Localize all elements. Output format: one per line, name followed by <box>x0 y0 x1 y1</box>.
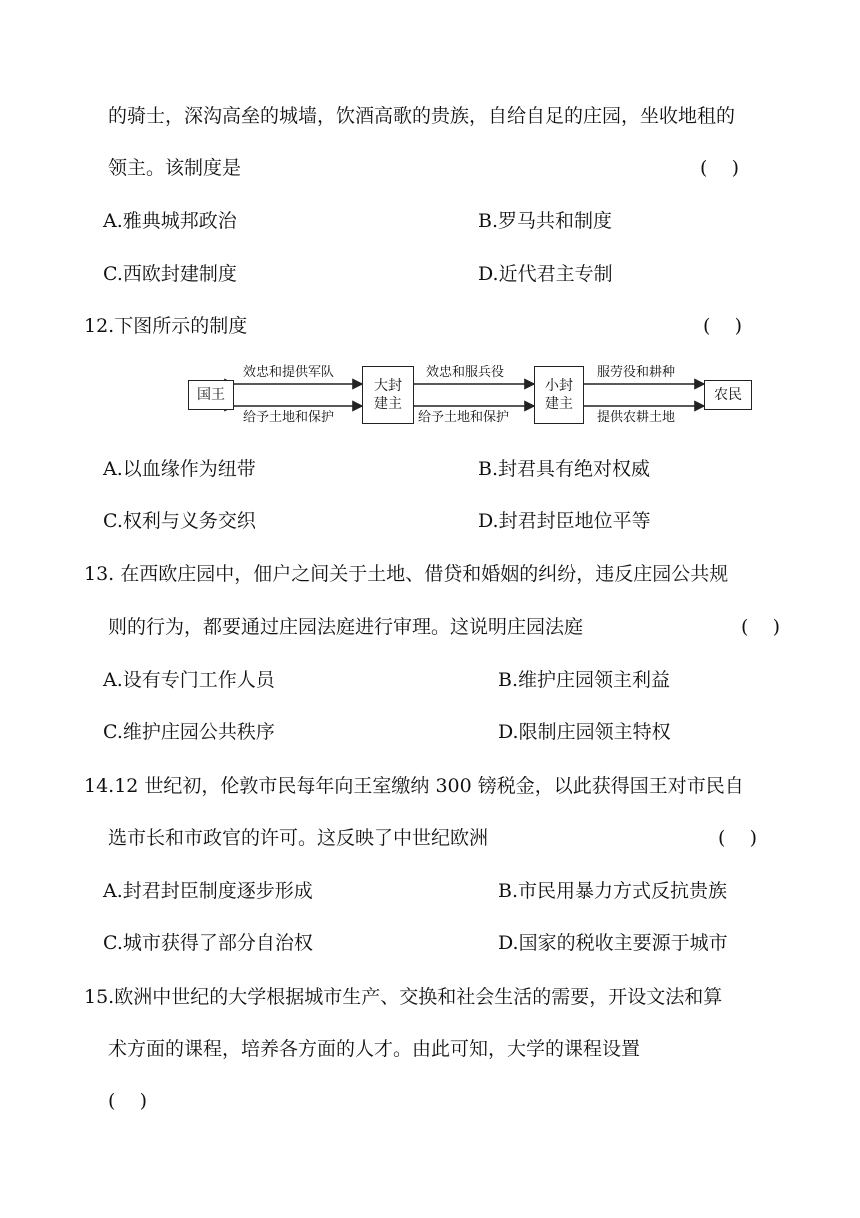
q15-stem-line2: 术方面的课程，培养各方面的人才。由此可知，大学的课程设置 <box>108 1038 641 1060</box>
q12-option-b[interactable]: B.封君具有绝对权威 <box>478 458 651 480</box>
q11-answer-paren[interactable]: ( ) <box>700 157 739 179</box>
label-king-greatlord-bottom: 给予土地和保护 <box>243 410 335 425</box>
q14-option-d[interactable]: D.国家的税收主要源于城市 <box>498 932 728 954</box>
q11-stem-line1: 的骑士，深沟高垒的城墙，饮酒高歌的贵族，自给自足的庄园，坐收地租的 <box>108 105 736 127</box>
q12-option-c[interactable]: C.权利与义务交织 <box>103 510 256 532</box>
q14-option-c[interactable]: C.城市获得了部分自治权 <box>103 932 313 954</box>
label-smalllord-peasant-bottom: 提供农耕土地 <box>597 410 676 425</box>
q13-option-a[interactable]: A.设有专门工作人员 <box>103 669 275 691</box>
q13-stem-line2: 则的行为，都要通过庄园法庭进行审理。这说明庄园法庭 <box>108 616 584 638</box>
q11-option-c[interactable]: C.西欧封建制度 <box>103 263 237 285</box>
q14-stem-line1: 14.12 世纪初，伦敦市民每年向王室缴纳 300 镑税金，以此获得国王对市民自 <box>84 775 744 797</box>
q13-stem-line1: 13. 在西欧庄园中，佃户之间关于土地、借贷和婚姻的纠纷，违反庄园公共规 <box>84 563 729 585</box>
q13-option-c[interactable]: C.维护庄园公共秩序 <box>103 721 275 743</box>
peasant-box: 农民 <box>704 380 752 410</box>
label-king-greatlord-top: 效忠和提供军队 <box>243 365 335 380</box>
q11-option-b[interactable]: B.罗马共和制度 <box>478 210 613 232</box>
small-lord-line2: 建主 <box>545 396 573 412</box>
q15-stem-line1: 15.欧洲中世纪的大学根据城市生产、交换和社会生活的需要，开设文法和算 <box>84 986 723 1008</box>
q11-stem-line2: 领主。该制度是 <box>108 157 242 179</box>
great-lord-box <box>362 366 414 424</box>
q14-option-b[interactable]: B.市民用暴力方式反抗贵族 <box>498 880 728 902</box>
label-smalllord-peasant-top: 服劳役和耕种 <box>597 365 676 380</box>
great-lord-line1: 大封 <box>374 378 402 394</box>
king-box: 国王 <box>188 380 234 410</box>
q12-option-a[interactable]: A.以血缘作为纽带 <box>103 458 256 480</box>
small-lord-box <box>534 366 584 424</box>
q13-answer-paren[interactable]: ( ) <box>741 616 780 638</box>
q15-answer-paren[interactable]: ( ) <box>108 1090 147 1112</box>
q14-stem-line2: 选市长和市政官的许可。这反映了中世纪欧洲 <box>108 827 489 849</box>
q12-answer-paren[interactable]: ( ) <box>703 315 742 337</box>
q13-option-b[interactable]: B.维护庄园领主利益 <box>498 669 671 691</box>
label-greatlord-smalllord-bottom: 给予土地和保护 <box>418 410 510 425</box>
feudal-hierarchy-diagram <box>186 363 756 429</box>
q14-option-a[interactable]: A.封君封臣制度逐步形成 <box>103 880 313 902</box>
label-greatlord-smalllord-top: 效忠和服兵役 <box>426 365 505 380</box>
q11-option-d[interactable]: D.近代君主专制 <box>478 263 613 285</box>
q12-stem: 12.下图所示的制度 <box>84 315 248 337</box>
q12-option-d[interactable]: D.封君封臣地位平等 <box>478 510 651 532</box>
q13-option-d[interactable]: D.限制庄园领主特权 <box>498 721 671 743</box>
small-lord-line1: 小封 <box>545 378 573 394</box>
q11-option-a[interactable]: A.雅典城邦政治 <box>103 210 237 232</box>
great-lord-line2: 建主 <box>374 396 402 412</box>
q14-answer-paren[interactable]: ( ) <box>718 827 757 849</box>
